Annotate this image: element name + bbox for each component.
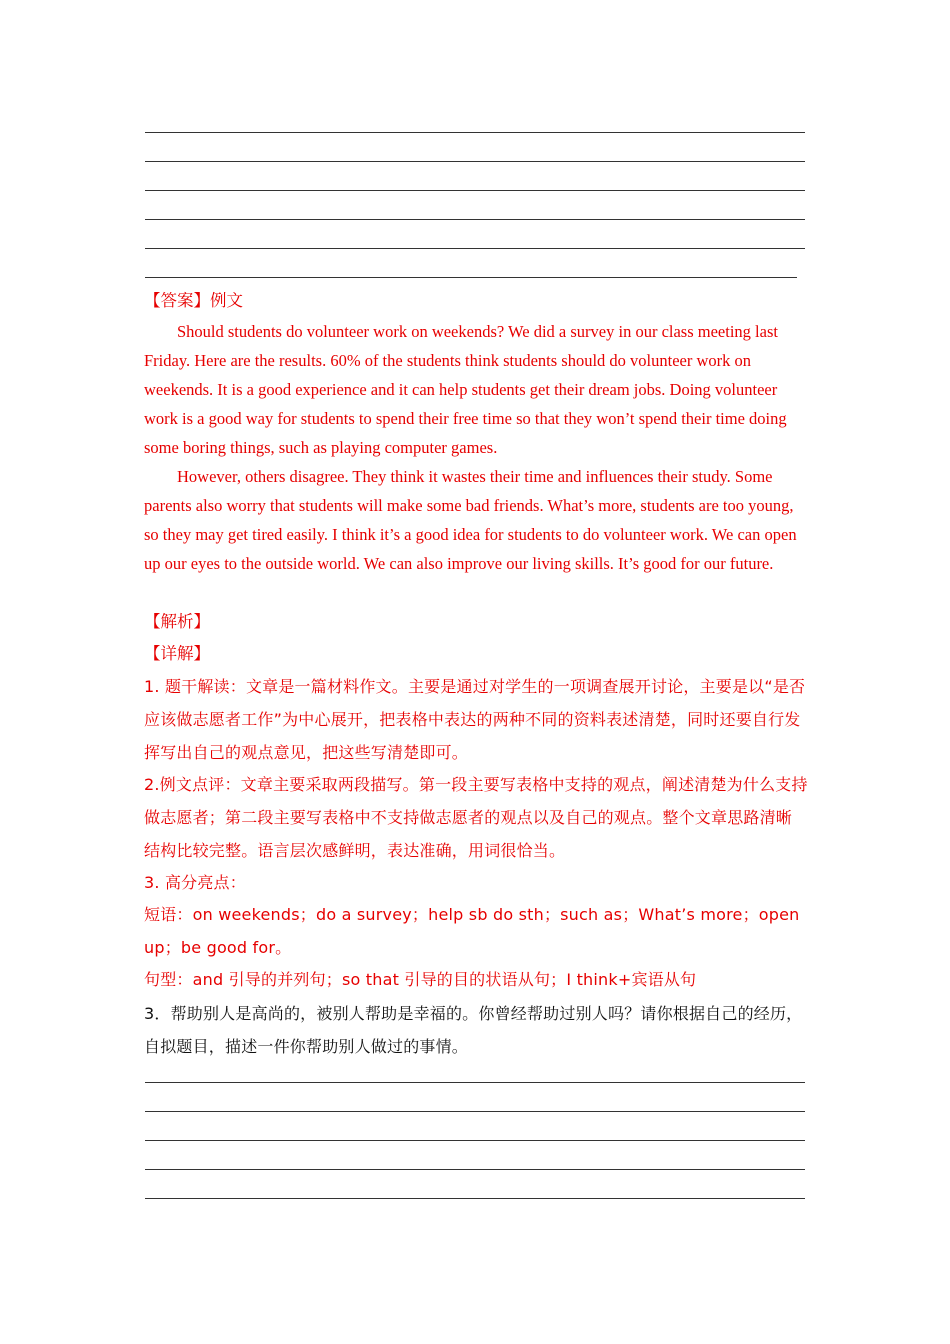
answer-line bbox=[145, 132, 805, 133]
essay-paragraph-1: Should students do volunteer work on weekends? We did a survey in our class meeting last Friday. Here are the results. 60% of the students think students should do volunteer work on weekends. It is a good experience and it can help students get their dream jobs. Doing volunteer work is a good way for students to spend their free time so that they won’t spend their time doing some boring things, such as playing computer games. bbox=[144, 322, 787, 457]
analysis-phrases: 短语：on weekends；do a survey；help sb do sth；such as；What’s more；open up；be good for。 bbox=[144, 905, 800, 957]
answer-line bbox=[145, 1082, 805, 1083]
answer-line bbox=[145, 190, 805, 191]
analysis-point-1: 1. 题干解读：文章是一篇材料作文。主要是通过对学生的一项调查展开讨论，主要是以“是否应该做志愿者工作”为中心展开，把表格中表达的两种不同的资料表述清楚，同时还要自行发挥写出自己的观点意见，把这些写清楚即可。 bbox=[144, 677, 806, 762]
detail-heading: 【详解】 bbox=[144, 644, 210, 663]
answer-line bbox=[145, 1140, 805, 1141]
answer-line bbox=[145, 248, 805, 249]
answer-heading: 【答案】例文 bbox=[144, 291, 243, 310]
answer-line bbox=[145, 1169, 805, 1170]
answer-line bbox=[145, 1198, 805, 1199]
answer-line bbox=[145, 161, 805, 162]
analysis-point-2: 2.例文点评：文章主要采取两段描写。第一段主要写表格中支持的观点，阐述清楚为什么支持做志愿者；第二段主要写表格中不支持做志愿者的观点以及自己的观点。整个文章思路清晰结构比较完整。语言层次感鲜明，表达准确，用词很恰当。 bbox=[144, 775, 808, 860]
analysis-heading: 【解析】 bbox=[144, 612, 210, 631]
answer-line bbox=[145, 219, 805, 220]
answer-line bbox=[145, 277, 797, 278]
essay-paragraph-2: However, others disagree. They think it wastes their time and influences their study. Some parents also worry that students will make some bad friends. What’s more, students are too young, so they may get tired easily. I think it’s a good idea for students to do volunteer work. We can open up our eyes to the outside world. We can also improve our living skills. It’s good for our future. bbox=[144, 467, 797, 573]
answer-line bbox=[145, 1111, 805, 1112]
analysis-point-3: 3. 高分亮点： bbox=[144, 873, 246, 892]
question-3-prompt: 3．帮助别人是高尚的，被别人帮助是幸福的。你曾经帮助过别人吗？请你根据自己的经历，自拟题目，描述一件你帮助别人做过的事情。 bbox=[144, 1004, 803, 1056]
analysis-sentence-patterns: 句型：and 引导的并列句；so that 引导的目的状语从句；I think+宾语从句 bbox=[144, 970, 697, 989]
